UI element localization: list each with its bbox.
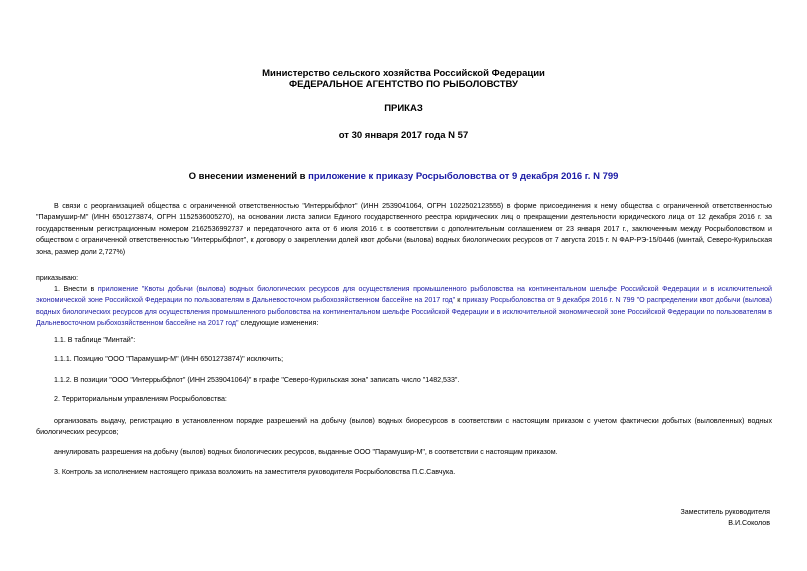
item-1-1-1: 1.1.1. Позицию "ООО "Парамушир-М" (ИНН 6501273874)" исключить;: [54, 355, 284, 363]
ministry-name: Министерство сельского хозяйства Российской Федерации: [262, 68, 545, 79]
document-date-number: от 30 января 2017 года N 57: [338, 130, 469, 141]
item-1-order-link[interactable]: приказу Росрыболовства от 9 декабря 2016 г. N 799 "О распределении квот добычи (вылова) водных биологических ресурсов для осуществления промышленного рыболовства на континентальном шельфе Российской Федерации и в исключительной экономической зоне Российской Федерации по пользователям в Дальневосточном рыбохозяйственном бассейне на 2017 год": [36, 296, 773, 328]
item-1-paragraph: [36, 284, 772, 330]
item-3: 3. Контроль за исполнением настоящего приказа возложить на заместителя руководителя Росрыболовства П.С.Савчука.: [54, 468, 456, 476]
document-type: ПРИКАЗ: [384, 103, 423, 114]
item-1-1-2: 1.1.2. В позиции "ООО "Интеррыбфлот" (ИНН 2539041064)" в графе "Северо-Курильская зона" записать число "1482,533".: [54, 376, 460, 384]
agency-name: ФЕДЕРАЛЬНОЕ АГЕНТСТВО ПО РЫБОЛОВСТВУ: [289, 79, 518, 90]
signature-position: Заместитель руководителя: [680, 508, 770, 516]
item-1-1: 1.1. В таблице "Минтай":: [54, 336, 136, 344]
order-word: приказываю:: [36, 274, 79, 282]
item-1-prefix: 1. Внести в: [54, 285, 98, 293]
item-2-annul: аннулировать разрешения на добычу (вылов) водных биологических ресурсов, выданные ООО "Парамушир-М", в соответствии с настоящим приказом.: [54, 448, 558, 456]
intro-paragraph: В связи с реорганизацией общества с ограниченной ответственностью "Интеррыбфлот" (ИНН 2539041064, ОГРН 1022502123555) в форме присоединения к нему общества с ограниченной ответственностью "Парамушир-М" (ИНН 6501273874, ОГРН 1152536005270), на основании листа записи Единого государственного реестра юридических лиц о прекращении деятельности юридического лица от 12 декабря 2016 г. за государственным регистрационным номером 2162536992737 и передаточного акта от 6 июля 2016 г. в соответствии с дополнительным соглашением от 23 января 2017 г., заключенным между Росрыболовством и обществом с ограниченной ответственностью "Интеррыбфлот", к договору о закреплении долей квот добычи (вылова) водных биологических ресурсов от 7 августа 2015 г. N ФАР-РЭ-15/0446 (минтай, Северо-Курильская зона, размер доли 2,727%): [36, 202, 772, 256]
item-1-middle: к: [455, 296, 463, 305]
signature-name: В.И.Соколов: [728, 519, 770, 527]
document-title: [0, 171, 807, 183]
title-prefix: О внесении изменений в: [188, 171, 309, 182]
title-link[interactable]: приложение к приказу Росрыболовства от 9 декабря 2016 г. N 799: [308, 171, 619, 182]
item-1-appendix-link[interactable]: приложение "Квоты добычи (вылова) водных биологических ресурсов для осуществления промышленного рыболовства на континентальном шельфе Российской Федерации и в исключительной экономической зоне Российской Федерации по пользователям в Дальневосточном рыбохозяйственном бассейне на 2017 год": [36, 285, 772, 305]
item-2: 2. Территориальным управлениям Росрыболовства:: [54, 395, 227, 403]
item-2-organize: организовать выдачу, регистрацию в установленном порядке разрешений на добычу (вылов) водных биоресурсов в соответствии с настоящим приказом с учетом фактически добытых (выловленных) водных биологических ресурсов;: [36, 417, 772, 437]
item-1-suffix: следующие изменения:: [238, 319, 319, 328]
